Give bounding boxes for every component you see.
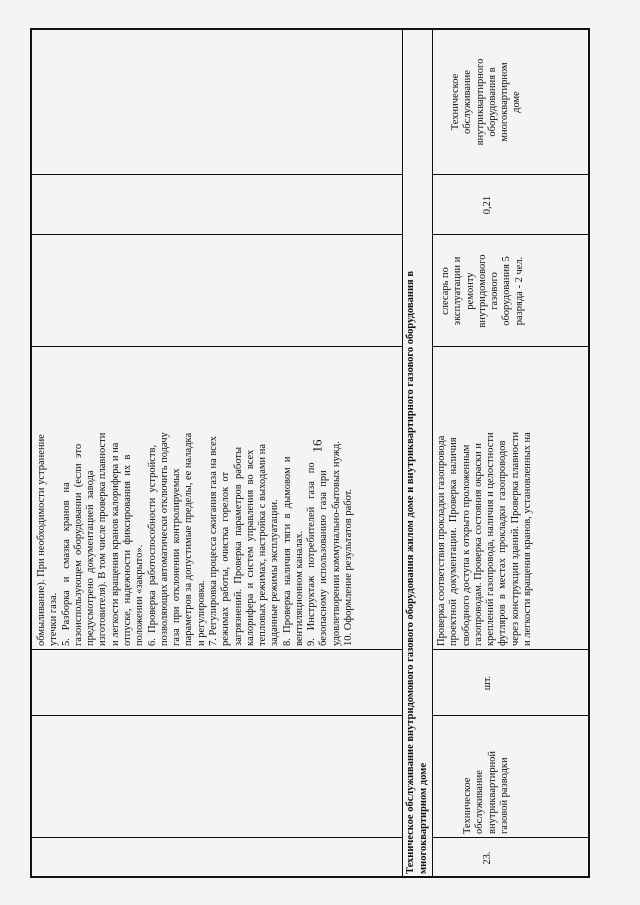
prev-line: газоиспользующем оборудовании (если это <box>72 443 84 646</box>
prev-line: газа при отклонении контролируемых <box>171 468 183 646</box>
prev-line: утечки газа. <box>48 592 60 646</box>
prev-line: режимах работы, очистка горелок от <box>220 471 232 646</box>
row-executor-line: разряда - 2 чел. <box>513 256 525 326</box>
prev-line: 7. Регулировка процесса сжигания газа на всех <box>207 436 219 646</box>
prev-line: параметров за допустимые пределы, ее наладка <box>183 432 195 646</box>
row-object <box>450 33 524 171</box>
row-work-line: газопроводам. Проверка состояния окраски и <box>472 442 484 646</box>
row-work-line: свободного доступа к открыто проложенным <box>460 444 472 646</box>
prev-row-work-text <box>36 352 355 646</box>
row-executor-line: газового <box>489 272 501 310</box>
col-sep-1 <box>432 837 590 838</box>
row-object-line: обслуживание <box>462 70 474 134</box>
row-executor-line: внутридомового <box>476 254 488 328</box>
table-border-right <box>30 29 590 31</box>
row-work-line: креплений газопровода, наличия и целостности <box>485 432 497 646</box>
col-sep-5 <box>432 234 590 235</box>
col-sep-6-top <box>30 174 402 175</box>
row-unit: шт. <box>482 675 493 691</box>
prev-line: изготовителя). В том числе проверка плавности <box>97 432 109 646</box>
col-sep-5-top <box>30 234 402 235</box>
prev-line: позволяющих автоматически отключить подачу <box>158 432 170 646</box>
prev-line: и регулировка. <box>195 580 207 646</box>
prev-line: 9. Инструктаж потребителей газа по <box>306 462 318 646</box>
row-object-line: внутриквартирного <box>474 58 486 146</box>
prev-line: 10. Оформление результатов работ. <box>343 488 355 646</box>
table-border-left <box>30 877 590 879</box>
prev-line: 8. Проверка наличия тяги в дымовом и <box>281 456 293 646</box>
section-sep-bottom <box>432 28 433 878</box>
prev-line: 5. Разборка и смазка кранов на <box>60 482 72 646</box>
prev-line: предусмотрено документацией завода <box>85 470 97 646</box>
col-sep-6 <box>432 174 590 175</box>
prev-line: 6. Проверка работоспособности устройств, <box>146 444 158 646</box>
col-sep-4-top <box>30 346 402 347</box>
col-sep-2 <box>432 715 590 716</box>
row-name-line: внутриквартирной <box>486 750 498 834</box>
row-work-line: проектной документации. Проверка наличия <box>448 437 460 646</box>
rotated-table <box>30 28 590 878</box>
col-sep-4 <box>432 346 590 347</box>
row-work-line: футляров в местах прокладки газопроводов <box>497 440 509 646</box>
prev-line: калорифера и систем управления во всех <box>244 449 256 646</box>
row-executor <box>440 239 526 343</box>
row-executor-line: слесарь по <box>440 267 451 315</box>
row-name-line: газовой разводки <box>498 757 510 834</box>
row-object-line: оборудования в <box>486 67 498 137</box>
col-sep-3 <box>432 649 590 650</box>
prev-line: удовлетворении коммунально-бытовых нужд. <box>330 441 342 646</box>
row-name-line: Техническое <box>462 777 473 834</box>
row-work-line: Проверка соответствия прокладки газопровода <box>436 435 447 646</box>
row-work-line: и легкости вращения кранов, установленных на <box>521 432 533 646</box>
page-number: 16 <box>309 439 325 453</box>
row-work-line: через конструкции зданий. Проверка плавности <box>509 431 521 646</box>
row-executor-line: оборудования 5 <box>501 256 513 326</box>
prev-line: загрязнений. Проверка параметров работы <box>232 446 244 646</box>
prev-line: безопасному использованию газа при <box>318 470 330 646</box>
prev-line: положении «закрыто». <box>134 544 146 646</box>
row-executor-line: эксплуатации и <box>452 256 464 326</box>
row-number: 23. <box>482 851 493 865</box>
col-sep-3-top <box>30 649 402 650</box>
table-border-bottom <box>588 28 590 878</box>
row-object-line: доме <box>511 91 523 113</box>
table-border-top <box>30 28 32 878</box>
row-work-text <box>436 352 534 646</box>
row-name-line: обслуживание <box>474 770 486 834</box>
section-title-line2: многоквартирном доме <box>418 763 429 874</box>
prev-line: тепловых режимах, настройка с выходами на <box>257 443 269 646</box>
row-object-line: Техническое <box>450 73 461 131</box>
prev-line: заданные режимы эксплуатации. <box>269 499 281 646</box>
section-title-line1: Техническое обслуживание внутридомового газового оборудования жилом доме и внутриквартирного газового оборудования в <box>405 270 416 874</box>
prev-line: и легкости вращения кранов калорифера и на <box>109 442 121 646</box>
row-norm: 0,21 <box>482 195 493 215</box>
prev-line: обмыливание). При необходимости устранение <box>36 434 47 646</box>
section-sep-top <box>402 28 403 878</box>
prev-line: отпуске, надежности фиксирования их в <box>121 454 133 646</box>
col-sep-2-top <box>30 715 402 716</box>
prev-line: вентиляционном каналах. <box>293 530 305 646</box>
row-name <box>462 718 511 834</box>
row-executor-line: ремонту <box>464 272 476 310</box>
row-object-line: многоквартирном <box>499 62 511 142</box>
col-sep-1-top <box>30 837 402 838</box>
